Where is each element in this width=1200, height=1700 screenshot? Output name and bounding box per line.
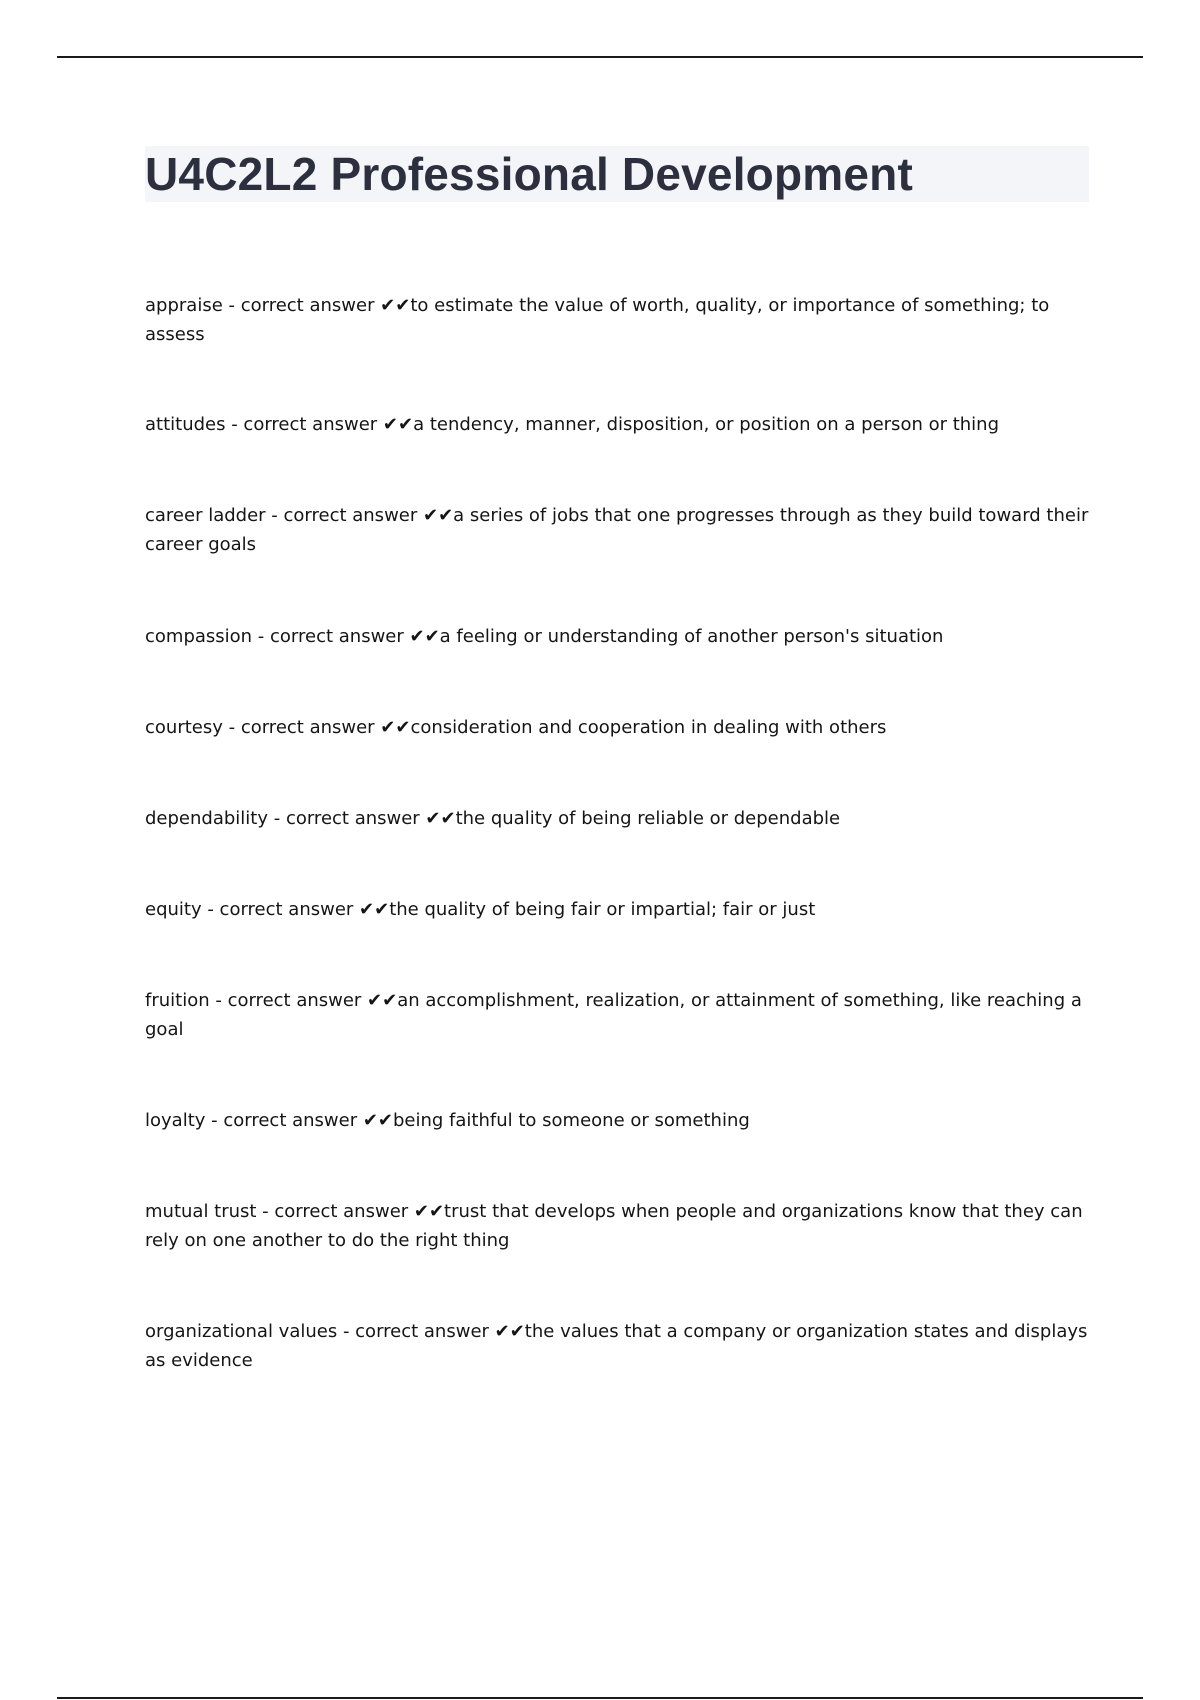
page-title: U4C2L2 Professional Development	[145, 148, 913, 200]
entry-fruition: fruition - correct answer ✔✔an accomplishment, realization, or attainment of something, like reaching a goal	[145, 990, 1082, 1040]
entry-career-ladder: career ladder - correct answer ✔✔a series of jobs that one progresses through as they build toward their career goals	[145, 505, 1089, 555]
bottom-rule	[57, 1697, 1143, 1699]
entry-organizational-values: organizational values - correct answer ✔✔the values that a company or organization states and displays as evidence	[145, 1321, 1088, 1371]
entry-courtesy: courtesy - correct answer ✔✔consideration and cooperation in dealing with others	[145, 717, 887, 738]
top-rule	[57, 56, 1143, 58]
entry-equity: equity - correct answer ✔✔the quality of being fair or impartial; fair or just	[145, 899, 816, 920]
entry-dependability: dependability - correct answer ✔✔the quality of being reliable or dependable	[145, 808, 841, 829]
entry-compassion: compassion - correct answer ✔✔a feeling or understanding of another person's situation	[145, 626, 944, 647]
entry-appraise: appraise - correct answer ✔✔to estimate the value of worth, quality, or importance of something; to assess	[145, 295, 1050, 345]
entry-loyalty: loyalty - correct answer ✔✔being faithful to someone or something	[145, 1110, 750, 1131]
entry-mutual-trust: mutual trust - correct answer ✔✔trust that develops when people and organizations know that they can rely on one another to do the right thing	[145, 1201, 1083, 1251]
entry-attitudes: attitudes - correct answer ✔✔a tendency, manner, disposition, or position on a person or thing	[145, 414, 1000, 435]
